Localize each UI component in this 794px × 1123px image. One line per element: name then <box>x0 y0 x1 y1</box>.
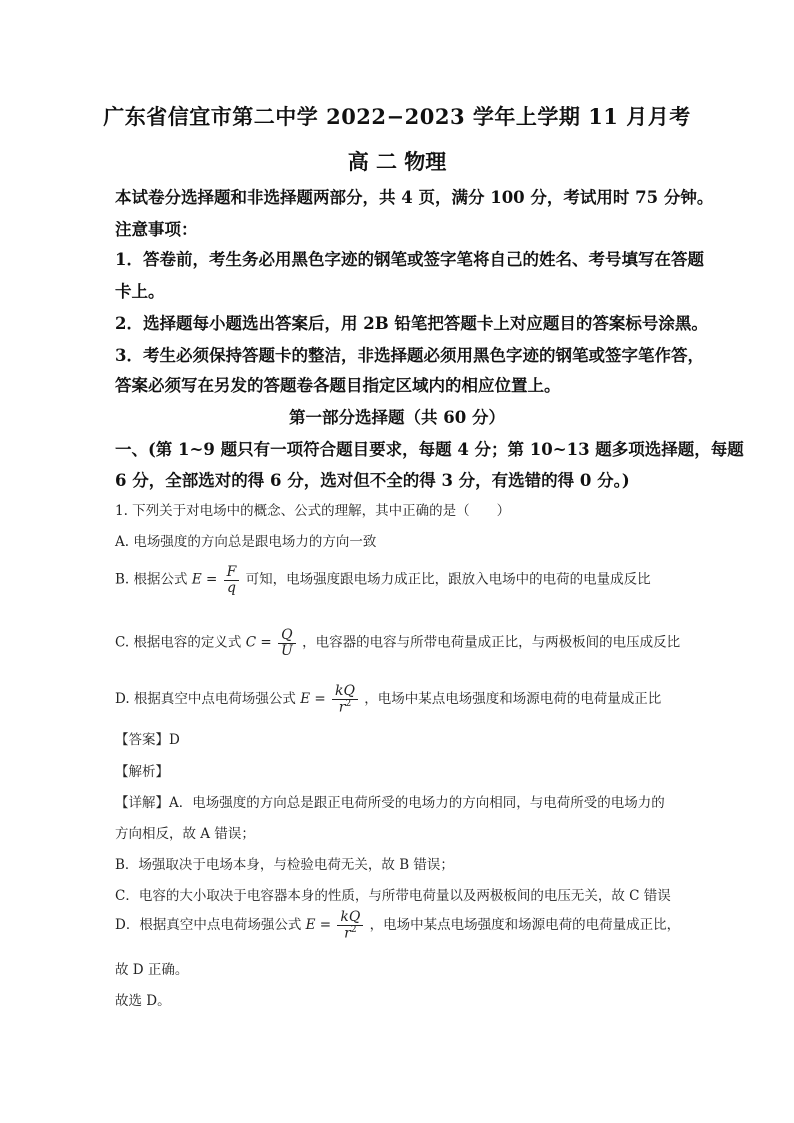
fraction-denominator <box>341 926 359 941</box>
option-a: A. 电场强度的方向总是跟电场力的方向一致 <box>115 534 377 550</box>
detail-b: B．场强取决于电场本身，与检验电荷无关，故 B 错误； <box>115 857 454 873</box>
denominator-base: r <box>344 925 351 942</box>
option-b-text: 可知，电场强度跟电场力成正比，跟放入电场中的电荷的电量成反比 <box>245 571 651 588</box>
option-c-prefix: C. 根据电容的定义式 <box>115 634 242 651</box>
formula-fraction <box>337 910 363 941</box>
answer-line: 【答案】D <box>115 732 180 748</box>
detail-a: 【详解】A．电场强度的方向总是跟正电荷所受的电场力的方向相同，与电荷所受的电场力的 <box>115 795 665 811</box>
fraction-numerator: Q <box>278 628 295 644</box>
notice-item-3a: 3．考生必须保持答题卡的整洁，非选择题必须用黑色字迹的钢笔或签字笔作答， <box>115 346 704 365</box>
notice-item-1b: 卡上。 <box>115 282 165 301</box>
detail-d <box>115 910 680 941</box>
page-title: 广东省信宜市第二中学 2022−2023 学年上学期 11 月月考 <box>103 104 691 129</box>
option-c <box>115 628 680 658</box>
intro-line: 本试卷分选择题和非选择题两部分，共 4 页，满分 100 分，考试用时 75 分钟。 <box>115 188 714 207</box>
analysis-label: 【解析】 <box>115 764 169 780</box>
fraction-denominator: U <box>280 642 293 659</box>
notice-item-3b: 答案必须写在另发的答题卷各题目指定区域内的相应位置上。 <box>115 376 561 395</box>
formula-lhs: E = <box>300 691 326 708</box>
notice-item-2: 2．选择题每小题选出答案后，用 2B 铅笔把答题卡上对应题目的答案标号涂黑。 <box>115 314 708 333</box>
option-c-text: ，电容器的电容与所带电荷量成正比，与两极板间的电压成反比 <box>302 634 681 651</box>
notice-title: 注意事项： <box>115 220 198 239</box>
detail-d-prefix: D．根据真空中点电荷场强公式 <box>115 917 302 934</box>
formula-lhs: C = <box>245 634 272 651</box>
fraction-numerator: kQ <box>337 910 363 926</box>
notice-item-1a: 1．答卷前，考生务必用黑色字迹的钢笔或签字笔将自己的姓名、考号填写在答题 <box>115 250 704 269</box>
fraction-numerator: kQ <box>332 684 358 700</box>
detail-c: C．电容的大小取决于电容器本身的性质，与所带电荷量以及两极板间的电压无关，故 C 错误 <box>115 888 671 904</box>
fraction-denominator: q <box>226 579 236 596</box>
part-heading: 第一部分选择题（共 60 分） <box>289 408 505 427</box>
formula-fraction <box>224 565 240 595</box>
detail-d-text: ，电场中某点电场强度和场源电荷的电荷量成正比， <box>369 917 681 934</box>
option-b <box>115 565 651 595</box>
fraction-denominator <box>336 700 354 715</box>
conclusion: 故选 D。 <box>115 993 171 1009</box>
denominator-exponent: 2 <box>350 924 357 935</box>
part-instruction-a: 一、(第 1~9 题只有一项符合题目要求，每题 4 分；第 10~13 题多项选择题，每题 <box>115 440 744 459</box>
option-d-prefix: D. 根据真空中点电荷场强公式 <box>115 691 296 708</box>
detail-a-cont: 方向相反，故 A 错误； <box>115 826 255 842</box>
option-d-text: ，电场中某点电场强度和场源电荷的电荷量成正比 <box>364 691 662 708</box>
option-b-prefix: B. 根据公式 <box>115 571 188 588</box>
formula-fraction <box>278 628 296 658</box>
denominator-exponent: 2 <box>345 698 352 709</box>
formula-lhs: E = <box>191 571 218 588</box>
part-instruction-b: 6 分，全部选对的得 6 分，选对但不全的得 3 分，有选错的得 0 分。) <box>115 471 630 490</box>
formula-lhs: E = <box>305 917 332 934</box>
denominator-base: r <box>338 699 346 716</box>
detail-d-end: 故 D 正确。 <box>115 962 189 978</box>
question-stem: 1. 下列关于对电场中的概念、公式的理解，其中正确的是（ ） <box>115 503 511 519</box>
page-subtitle: 高 二 物理 <box>347 149 447 174</box>
fraction-numerator: F <box>224 565 240 581</box>
option-d <box>115 684 661 715</box>
formula-fraction <box>332 684 358 715</box>
